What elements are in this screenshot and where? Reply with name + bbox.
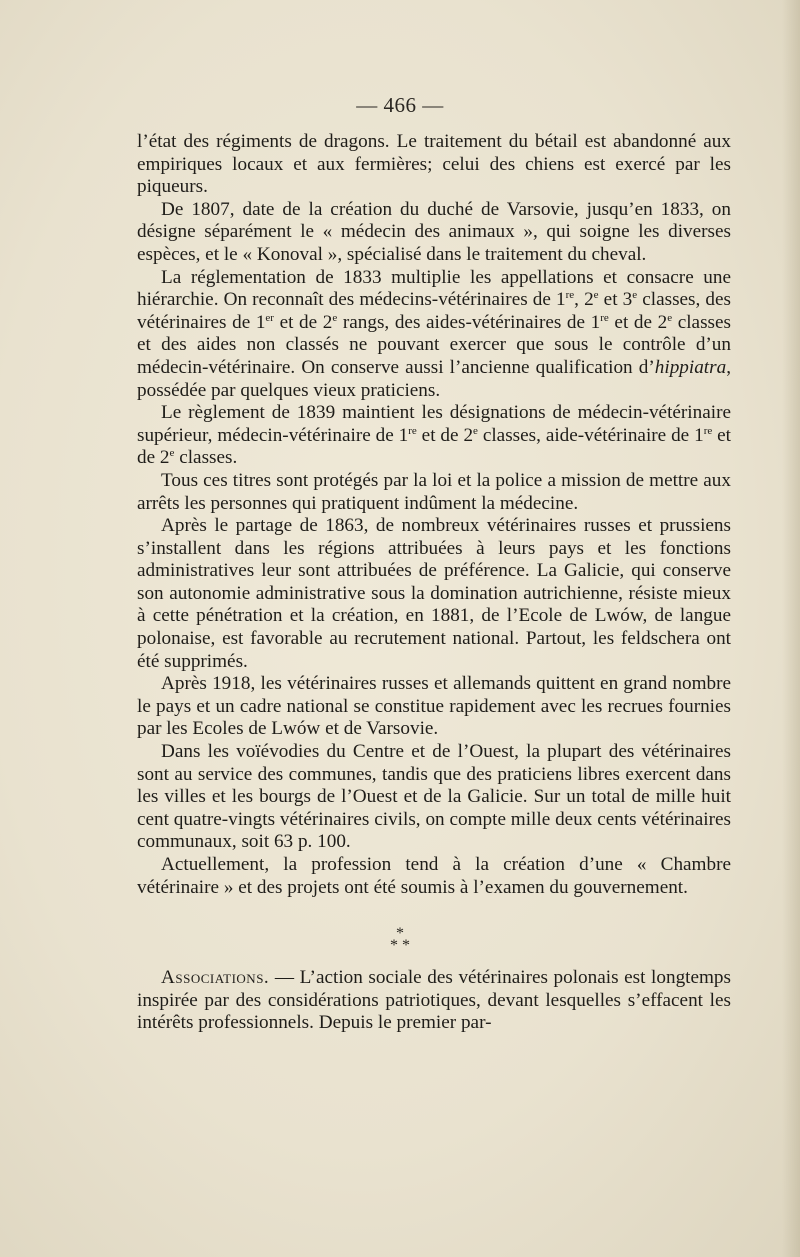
paragraph-chambre: Actuellement, la profession tend à la création d’une « Chambre vétérinaire » et des projets ont été soumis à l’examen du gouvernement. (137, 854, 731, 898)
asterism-separator: * * * (390, 925, 410, 954)
paragraph-reglementation-1833: La réglementation de 1833 multiplie les appellations et consacre une hiérarchie. On reconnaît des médecins-vétérinaires de 1re, 2e et 3e classes, des vétérinaires de 1er et de 2e rangs, des aides-vétérinaires de 1re et de 2e classes et des aides non classés ne pouvant exercer que sous le contrôle d’un médecin-vétérinaire. On conserve aussi l’ancienne qualification d’hippiatra, possédée par quelques vieux praticiens. (137, 266, 732, 401)
paragraph-dragons: l’état des régiments de dragons. Le traitement du bétail est abandonné aux empiriques locaux et aux fermières; celui des chiens est exercé par les piqueurs. (137, 131, 731, 198)
paragraph-apres-1918: Après 1918, les vétérinaires russes et allemands quittent en grand nombre le pays et un cadre national se constitue rapidement avec les recrues fournies par les Ecoles de Lwów et de Varsovie. (137, 673, 731, 740)
associations-section (137, 967, 731, 1035)
body-text (137, 131, 731, 899)
paragraph-varsovie: De 1807, date de la création du duché de Varsovie, jusqu’en 1833, on désigne séparément le « médecin des animaux », qui soigne les diverses espèces, et le « Konoval », spécialisé dans le traitement du cheval. (137, 198, 731, 265)
page-edge-shadow (782, 0, 800, 1257)
paragraph-associations: Associations. — L’action sociale des vétérinaires polonais est longtemps inspirée par des considérations patriotiques, devant lesquelles s’effacent les intérêts professionnels. Depuis le premier par- (137, 967, 731, 1034)
paragraph-titres: Tous ces titres sont protégés par la loi et la police a mission de mettre aux arrêts les personnes qui pratiquent indûment la médecine. (137, 469, 731, 514)
paragraph-voievodies: Dans les voïévodies du Centre et de l’Ouest, la plupart des vétérinaires sont au service des communes, tandis que des praticiens libres exercent dans les villes et les bourgs de l’Ouest et de la Galicie. Sur un total de mille huit cent quatre-vingts vétérinaires civils, on compte mille deux cents vétérinaires communaux, soit 63 p. 100. (137, 741, 731, 853)
page-number: — 466 — (356, 93, 444, 117)
hippiatra-term: hippiatra (654, 356, 727, 378)
associations-heading: Associations. (161, 967, 270, 988)
paragraph-reglement-1839: Le règlement de 1839 maintient les désignations de médecin-vétérinaire supérieur, médecin-vétérinaire de 1re et de 2e classes, aide-vétérinaire de 1re et de 2e classes. (137, 402, 731, 469)
paragraph-partage-1863: Après le partage de 1863, de nombreux vétérinaires russes et prussiens s’installent dans les régions attribuées à leurs pays et les fonctions administratives leur sont attribuées de préférence. La Galicie, qui conserve son autonomie administrative sous la domination autrichienne, résiste mieux à cette pénétration et la création, en 1881, de l’Ecole de Lwów, de langue polonaise, est favorable au recrutement national. Partout, les feldschera ont été supprimés. (137, 515, 731, 672)
